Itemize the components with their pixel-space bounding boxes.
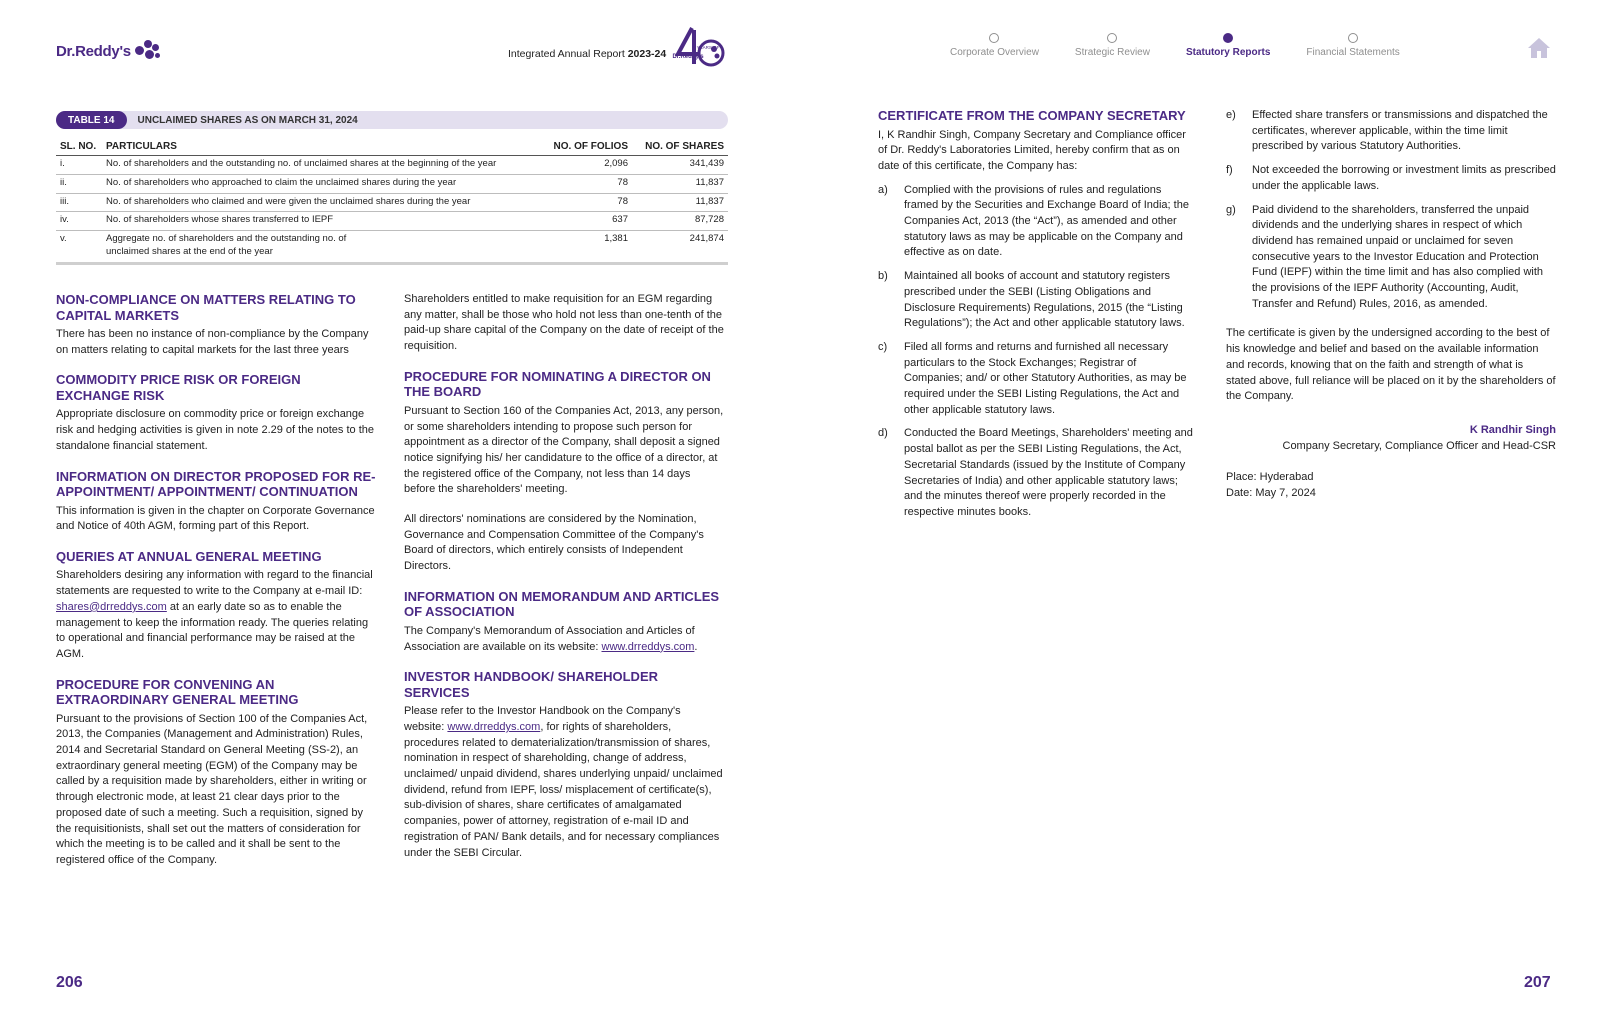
cell-particulars: No. of shareholders who approached to claim the unclaimed shares during the year — [102, 174, 542, 193]
list-marker: c) — [878, 340, 888, 353]
cell-folios: 78 — [542, 193, 632, 212]
cell-particulars: No. of shareholders and the outstanding no. of unclaimed shares at the beginning of the year — [102, 156, 542, 175]
section-body: Pursuant to Section 160 of the Companies Act, 2013, any person, or some shareholders intending to propose such person for appointment as a director of the Company, shall deposit a signed notice signifying his/ her candidature to the office of a director, at the registered office of the Company, not less than 14 days before the shareholders' meeting. — [404, 404, 724, 496]
nav-dot-icon — [1107, 33, 1117, 43]
body-text: at an early date so as to enable the management to keep the information ready. The queries relating to operational and financial performance may be raised at the AGM. — [56, 600, 369, 660]
certificate-closing: The certificate is given by the undersigned according to the best of his knowledge and belief and based on the available information and records, knowing that on the faith and strength of what is stated above, full reliance will be placed on it by the shareholders of the Company. — [1226, 327, 1556, 403]
nav-financial-statements[interactable] — [1306, 33, 1399, 58]
cell-shares: 87,728 — [632, 212, 728, 231]
list-text: Maintained all books of account and statutory registers prescribed under the SEBI (Listing Obligations and Disclosure Requirements) Regulations, 2015 (the “Listing Regulations”); the Act and other applicable statutory laws. — [904, 270, 1185, 330]
list-item — [878, 269, 1198, 332]
section-body — [404, 704, 724, 861]
anniversary-40-icon — [672, 26, 732, 68]
section-director-reappointment — [56, 469, 376, 535]
cell-sl: iv. — [56, 212, 102, 231]
list-text: Paid dividend to the shareholders, transferred the unpaid dividends and the underlying shares in respect of which dividend has remained unpaid or unclaimed for seven consecutive years to the Investor Education and Protection Fund (IEPF) within the time limit and has also complied with the provisions of the IEPF Authority (Accounting, Audit, Transfer and Refund) Rules, 2016, as amended. — [1252, 203, 1544, 310]
section-heading: INFORMATION ON MEMORANDUM AND ARTICLES OF ASSOCIATION — [404, 588, 720, 620]
nav-strategic-review[interactable] — [1075, 33, 1150, 58]
section-body — [56, 568, 376, 662]
website-link[interactable]: www.drreddys.com — [601, 640, 695, 653]
logo-mark-icon — [135, 40, 161, 62]
list-marker: d) — [878, 427, 888, 440]
section-heading: INFORMATION ON DIRECTOR PROPOSED FOR RE-APPOINTMENT/ APPOINTMENT/ CONTINUATION — [56, 468, 376, 500]
list-text: Filed all forms and returns and furnished all necessary particulars to the Stock Exchanges; Registrar of Companies; and/ or other Statutory Authorities, as may be required under the SEBI Listing Regulations, the Act and other applicable statutory laws. — [904, 340, 1187, 416]
section-nav — [950, 33, 1436, 58]
nav-corporate-overview[interactable] — [950, 33, 1039, 58]
section-body — [404, 624, 724, 655]
col-folios: NO. OF FOLIOS — [542, 137, 632, 156]
right-column-1 — [878, 108, 1198, 529]
right-column-2 — [1226, 108, 1556, 502]
body-text: . — [694, 640, 698, 653]
cell-folios: 1,381 — [542, 231, 632, 264]
list-item — [878, 340, 1198, 419]
list-marker: a) — [878, 183, 888, 196]
list-item — [1226, 108, 1556, 155]
cell-particulars: Aggregate no. of shareholders and the outstanding no. of unclaimed shares at the end of the year — [102, 231, 542, 264]
table-row — [56, 193, 728, 212]
section-body: Pursuant to the provisions of Section 100 of the Companies Act, 2013, the Companies (Management and Administration) Rules, 2014 and Secretarial Standard on General Meeting (SS-2), an extraordinary general meeting (EGM) of the Company may be called by a requisition made by shareholders, either in writing or through electronic mode, at least 21 clear days prior to the proposed date of such a meeting. Such a requisition, signed by the requisitionists, shall set out the matters of consideration for which the meeting is to be called and it shall be sent to the registered office of the Company. — [56, 712, 368, 866]
section-body: All directors' nominations are considered by the Nomination, Governance and Compensation Committee of the Company's Board of directors, which entirely consists of Independent Directors. — [404, 513, 704, 573]
list-text: Conducted the Board Meetings, Shareholders' meeting and postal ballot as per the SEBI Listing Regulations, the Act, Secretarial Standards (issued by the Institute of Company Secretaries of India) and other applicable statutory laws; and the minutes thereof were properly recorded in the respective minutes books. — [904, 427, 1193, 518]
section-heading: NON-COMPLIANCE ON MATTERS RELATING TO CAPITAL MARKETS — [56, 292, 356, 323]
nav-dot-icon — [1348, 33, 1358, 43]
section-heading: QUERIES AT ANNUAL GENERAL MEETING — [56, 548, 322, 564]
egm-continuation: Shareholders entitled to make requisition for an EGM regarding any matter, shall be those who hold not less than one-tenth of the paid-up share capital of the Company on the date of receipt of the requisition. — [404, 293, 724, 353]
left-column-2 — [404, 292, 724, 875]
anniversary-caption: YEARS OF — [696, 45, 720, 50]
cell-folios: 637 — [542, 212, 632, 231]
cell-particulars: No. of shareholders who claimed and were given the unclaimed shares during the year — [102, 193, 542, 212]
company-logo — [56, 40, 161, 62]
list-marker: f) — [1226, 164, 1233, 177]
list-item — [878, 426, 1198, 520]
cell-sl: iii. — [56, 193, 102, 212]
report-title-prefix: Integrated Annual Report — [508, 48, 625, 60]
col-shares: NO. OF SHARES — [632, 137, 728, 156]
section-heading: COMMODITY PRICE RISK OR FOREIGN EXCHANGE RISK — [56, 372, 301, 403]
signatory-name: K Randhir Singh — [1469, 423, 1556, 436]
section-director-nomination — [404, 369, 724, 575]
section-body: Appropriate disclosure on commodity price or foreign exchange risk and hedging activities is given in note 2.29 of the notes to the standalone financial statement. — [56, 408, 374, 452]
nav-label: Strategic Review — [1074, 47, 1150, 58]
section-heading: PROCEDURE FOR CONVENING AN EXTRAORDINARY GENERAL MEETING — [56, 676, 299, 708]
col-particulars: PARTICULARS — [102, 137, 542, 156]
list-text: Effected share transfers or transmissions and dispatched the certificates, wherever applicable, within the time limit prescribed by various Statutory Authorities. — [1252, 109, 1548, 153]
nav-dot-icon — [1223, 33, 1233, 43]
page-number-left: 206 — [56, 974, 83, 991]
cell-sl: i. — [56, 156, 102, 175]
data-table — [56, 137, 728, 265]
unclaimed-shares-table — [56, 111, 728, 265]
nav-label: Financial Statements — [1306, 47, 1400, 58]
table-row — [56, 174, 728, 193]
signatory-title: Company Secretary, Compliance Officer and Head-CSR — [1282, 439, 1556, 452]
report-title — [508, 48, 666, 60]
cell-shares: 341,439 — [632, 156, 728, 175]
home-icon[interactable] — [1527, 37, 1551, 59]
body-text: Shareholders desiring any information with regard to the financial statements are requested to write to the Company at e-mail ID: — [56, 569, 373, 598]
section-non-compliance — [56, 292, 376, 358]
certificate-heading: CERTIFICATE FROM THE COMPANY SECRETARY — [878, 108, 1186, 123]
cell-shares: 11,837 — [632, 174, 728, 193]
page-number-right: 207 — [1524, 974, 1551, 991]
email-link[interactable]: shares@drreddys.com — [56, 600, 167, 613]
section-heading: INVESTOR HANDBOOK/ SHAREHOLDER SERVICES — [404, 669, 659, 700]
cell-folios: 2,096 — [542, 156, 632, 175]
list-marker: e) — [1226, 109, 1236, 121]
section-body: There has been no instance of non-compliance by the Company on matters relating to capital markets for the last three years — [56, 328, 369, 356]
signature-block — [1226, 423, 1556, 454]
table-header-band — [56, 111, 728, 129]
nav-label: Corporate Overview — [950, 47, 1039, 58]
body-text: The Company's Memorandum of Association and Articles of Association are available on its website: — [404, 624, 695, 653]
col-sl-no: SL. NO. — [56, 137, 102, 156]
logo-text: Dr.Reddy's — [56, 42, 131, 60]
cell-particulars: No. of shareholders whose shares transferred to IEPF — [102, 212, 542, 231]
website-link[interactable]: www.drreddys.com — [447, 720, 541, 733]
report-year: 2023-24 — [627, 48, 667, 60]
section-agm-queries — [56, 549, 376, 663]
section-memorandum — [404, 589, 724, 655]
nav-dot-icon — [989, 33, 999, 43]
list-item — [1226, 203, 1556, 313]
cell-sl: v. — [56, 231, 102, 264]
cell-folios: 78 — [542, 174, 632, 193]
nav-label: Statutory Reports — [1185, 47, 1271, 58]
table-row — [56, 156, 728, 175]
body-text: , for rights of shareholders, procedures related to dematerialization/transmission of shares, nomination in respect of shareholding, change of address, unclaimed/ unpaid dividend, shares underlying unpaid/ unclaimed dividend, refund from IEPF, loss/ misplacement of certificate(s), sub-division of shares, share certificates of amalgamated companies, power of attorney, registration of e-mail ID and registration of PAN/ Bank details, and for necessary compliances under the SEBI Circular. — [404, 720, 723, 859]
cell-shares: 11,837 — [632, 193, 728, 212]
body-text: Please refer to the Investor Handbook on the Company's website: — [404, 705, 681, 733]
certificate-intro: I, K Randhir Singh, Company Secretary and Compliance officer of Dr. Reddy's Laboratories Limited, hereby confirm that as on date of this certificate, the Company has: — [878, 128, 1186, 172]
left-column-1 — [56, 292, 376, 883]
nav-statutory-reports[interactable] — [1186, 33, 1270, 58]
table-badge: TABLE 14 — [56, 111, 127, 129]
table-row — [56, 231, 728, 264]
place: Place: Hyderabad — [1226, 471, 1314, 484]
list-text: Complied with the provisions of rules and regulations framed by the Securities and Exchange Board of India; the Companies Act, 2013 (the “Act”), as amended and other statutory laws as may be applicable on the Company and effective as on date. — [904, 183, 1189, 259]
table-header-row — [56, 137, 728, 156]
section-body: This information is given in the chapter on Corporate Governance and Notice of 40th AGM, forming part of this Report. — [56, 504, 375, 533]
section-heading: PROCEDURE FOR NOMINATING A DIRECTOR ON THE BOARD — [404, 368, 711, 400]
cell-sl: ii. — [56, 174, 102, 193]
table-title: UNCLAIMED SHARES AS ON MARCH 31, 2024 — [137, 114, 358, 126]
section-commodity-risk — [56, 372, 376, 454]
list-text: Not exceeded the borrowing or investment limits as prescribed under the applicable laws. — [1252, 164, 1556, 192]
list-marker: g) — [1226, 203, 1236, 216]
anniversary-brand: Dr.Reddy's — [672, 54, 704, 60]
section-egm-procedure — [56, 677, 376, 869]
date: Date: May 7, 2024 — [1226, 487, 1316, 500]
section-investor-handbook — [404, 669, 724, 861]
list-item — [878, 183, 1198, 262]
anniversary-emblem — [672, 26, 732, 68]
table-row — [56, 212, 728, 231]
cell-shares: 241,874 — [632, 231, 728, 264]
list-item — [1226, 163, 1556, 194]
list-marker: b) — [878, 270, 888, 283]
